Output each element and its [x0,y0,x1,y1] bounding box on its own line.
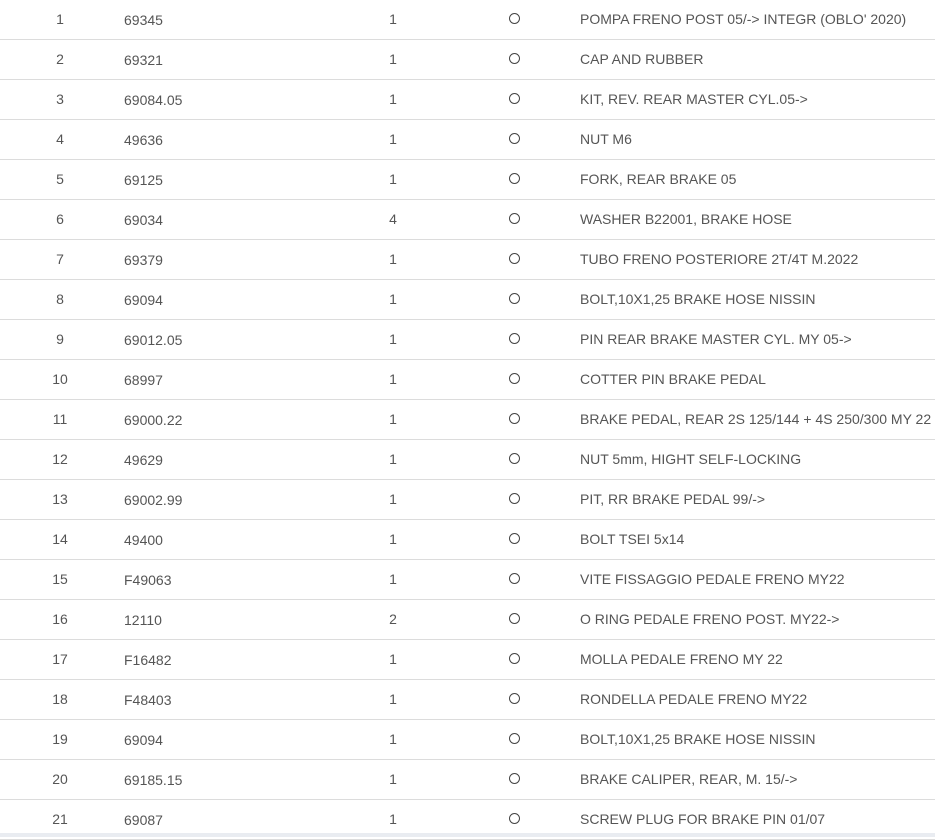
select-radio[interactable] [509,773,520,784]
quantity: 1 [389,731,397,747]
row-number: 16 [52,611,68,627]
select-radio[interactable] [509,213,520,224]
part-description: FORK, REAR BRAKE 05 [580,171,737,187]
row-number: 7 [56,251,64,267]
select-radio[interactable] [509,333,520,344]
row-number: 15 [52,571,68,587]
table-row [0,720,935,760]
part-code: 69094 [124,292,163,308]
row-number: 18 [52,691,68,707]
quantity: 1 [389,771,397,787]
part-description: TUBO FRENO POSTERIORE 2T/4T M.2022 [580,251,859,267]
part-description: BOLT,10X1,25 BRAKE HOSE NISSIN [580,731,816,747]
quantity: 1 [389,171,397,187]
part-description: RONDELLA PEDALE FRENO MY22 [580,691,808,707]
part-description: WASHER B22001, BRAKE HOSE [580,211,792,227]
select-radio[interactable] [509,373,520,384]
row-number: 20 [52,771,68,787]
part-description: NUT 5mm, HIGHT SELF-LOCKING [580,451,802,467]
part-description: KIT, REV. REAR MASTER CYL.05-> [580,91,808,107]
quantity: 4 [389,211,397,227]
select-radio[interactable] [509,13,520,24]
row-number: 17 [52,651,68,667]
select-radio[interactable] [509,253,520,264]
table-row [0,320,935,360]
quantity: 1 [389,531,397,547]
part-code: 49636 [124,132,163,148]
table-row [0,480,935,520]
table-row [0,0,935,40]
part-code: 69345 [124,12,163,28]
row-number: 13 [52,491,68,507]
row-number: 14 [52,531,68,547]
select-radio[interactable] [509,533,520,544]
row-number: 8 [56,291,64,307]
select-radio[interactable] [509,173,520,184]
row-number: 19 [52,731,68,747]
quantity: 1 [389,51,397,67]
part-description: BRAKE PEDAL, REAR 2S 125/144 + 4S 250/300 MY 22 [580,411,932,427]
table-row [0,40,935,80]
part-description: BOLT TSEI 5x14 [580,531,685,547]
quantity: 1 [389,11,397,27]
table-row [0,560,935,600]
part-description: O RING PEDALE FRENO POST. MY22-> [580,611,840,627]
quantity: 1 [389,811,397,827]
table-footer-strip [0,833,935,837]
part-code: 49629 [124,452,163,468]
part-code: 69000.22 [124,412,183,428]
part-description: POMPA FRENO POST 05/-> INTEGR (OBLO' 2020) [580,11,907,27]
part-description: NUT M6 [580,131,632,147]
part-code: 69034 [124,212,163,228]
select-radio[interactable] [509,53,520,64]
quantity: 1 [389,651,397,667]
part-code: F16482 [124,652,172,668]
row-number: 3 [56,91,64,107]
part-code: 69379 [124,252,163,268]
quantity: 1 [389,491,397,507]
part-code: 69087 [124,812,163,828]
part-code: 69125 [124,172,163,188]
table-row [0,600,935,640]
row-number: 6 [56,211,64,227]
table-row [0,440,935,480]
part-description: COTTER PIN BRAKE PEDAL [580,371,766,387]
quantity: 1 [389,451,397,467]
row-number: 2 [56,51,64,67]
table-row [0,200,935,240]
part-description: BOLT,10X1,25 BRAKE HOSE NISSIN [580,291,816,307]
quantity: 1 [389,91,397,107]
quantity: 1 [389,571,397,587]
part-description: MOLLA PEDALE FRENO MY 22 [580,651,783,667]
table-row [0,120,935,160]
quantity: 1 [389,291,397,307]
part-code: 69321 [124,52,163,68]
select-radio[interactable] [509,653,520,664]
part-description: PIT, RR BRAKE PEDAL 99/-> [580,491,766,507]
row-number: 4 [56,131,64,147]
quantity: 1 [389,371,397,387]
table-row [0,640,935,680]
part-code: 68997 [124,372,163,388]
table-row [0,360,935,400]
row-number: 5 [56,171,64,187]
select-radio[interactable] [509,133,520,144]
part-code: 12110 [124,612,162,628]
select-radio[interactable] [509,413,520,424]
row-number: 21 [52,811,68,827]
part-code: 69185.15 [124,772,183,788]
quantity: 1 [389,691,397,707]
row-number: 12 [52,451,68,467]
select-radio[interactable] [509,453,520,464]
part-description: PIN REAR BRAKE MASTER CYL. MY 05-> [580,331,852,347]
select-radio[interactable] [509,293,520,304]
part-code: 69012.05 [124,332,183,348]
select-radio[interactable] [509,693,520,704]
quantity: 1 [389,411,397,427]
quantity: 1 [389,331,397,347]
part-description: VITE FISSAGGIO PEDALE FRENO MY22 [580,571,845,587]
select-radio[interactable] [509,93,520,104]
part-code: 69084.05 [124,92,183,108]
table-row [0,80,935,120]
select-radio[interactable] [509,493,520,504]
part-code: F49063 [124,572,172,588]
table-row [0,760,935,800]
part-description: CAP AND RUBBER [580,51,704,67]
part-code: 69002.99 [124,492,183,508]
part-code: F48403 [124,692,172,708]
quantity: 2 [389,611,397,627]
table-row [0,160,935,200]
part-code: 49400 [124,532,163,548]
part-description: SCREW PLUG FOR BRAKE PIN 01/07 [580,811,826,827]
row-number: 10 [52,371,68,387]
select-radio[interactable] [509,573,520,584]
table-row [0,520,935,560]
quantity: 1 [389,251,397,267]
select-radio[interactable] [509,613,520,624]
row-number: 1 [56,11,64,27]
table-row [0,680,935,720]
table-row [0,240,935,280]
quantity: 1 [389,131,397,147]
table-row [0,280,935,320]
row-number: 11 [52,411,68,427]
select-radio[interactable] [509,733,520,744]
part-code: 69094 [124,732,163,748]
part-description: BRAKE CALIPER, REAR, M. 15/-> [580,771,798,787]
table-row [0,400,935,440]
select-radio[interactable] [509,813,520,824]
row-number: 9 [56,331,64,347]
